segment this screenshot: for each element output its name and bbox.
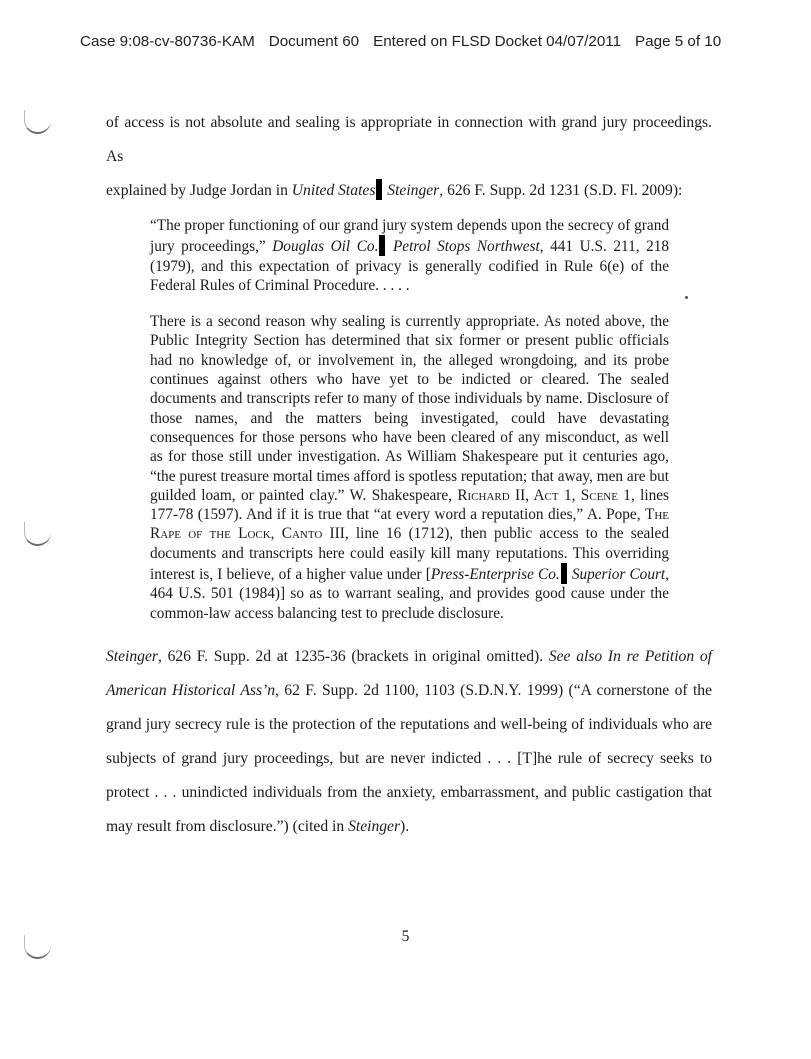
punch-hole-middle: [24, 522, 51, 546]
document-body: [106, 106, 712, 844]
page-count: Page 5 of 10: [635, 33, 722, 50]
punch-hole-top: [24, 110, 51, 134]
docket-header: [80, 33, 780, 50]
intro-paragraph: of access is not absolute and sealing is appropriate in connection with grand jury proceedings. As explained by Judge Jordan in United States Steinger, 626 F. Supp. 2d 1231 (S.D. Fl. 2009):: [106, 114, 712, 199]
closing-paragraph: Steinger, 626 F. Supp. 2d at 1235-36 (brackets in original omitted). See also In re Petition of American Historical Ass’n, 62 F. Supp. 2d 1100, 1103 (S.D.N.Y. 1999) (“A cornerstone of the grand jury secrecy rule is the protection of the reputations and well-being of individuals who are subjects of grand jury proceedings, but are never indicted . . . [T]he rule of secrecy seeks to protect . . . unindicted individuals from the anxiety, embarrassment, and public castigation that may result from disclosure.”) (cited in Steinger).: [106, 647, 712, 835]
redaction-mark: [379, 235, 385, 256]
redaction-mark: [561, 563, 567, 584]
block-quote: [150, 216, 669, 623]
case-number: Case 9:08-cv-80736-KAM: [80, 33, 255, 50]
page-number: 5: [401, 928, 410, 945]
document-number: Document 60: [268, 33, 360, 50]
quote-paragraph-1: “The proper functioning of our grand jury system depends upon the secrecy of grand jury proceedings,” Douglas Oil Co. Petrol Stops Northwest, 441 U.S. 211, 218 (1979), and this expectation of privacy is generally codified in Rule 6(e) of the Federal Rules of Criminal Procedure. . . . .: [150, 217, 670, 294]
redaction-mark: [376, 179, 382, 200]
docket-entry: Entered on FLSD Docket 04/07/2011: [373, 33, 622, 50]
quote-paragraph-2: There is a second reason why sealing is currently appropriate. As noted above, the Public Integrity Section has determined that six former or present public officials had no knowledge of, or involvement in, the alleged wrongdoing, and its probe continues against others who have yet to be indicted or cleared. The sealed documents and transcripts refer to many of those individuals by name. Disclosure of those names, and the matters being investigated, could have devastating consequences for those persons who have been cleared of any misconduct, as well as for those still under investigation. As William Shakespeare put it centuries ago, “the purest treasure mortal times afford is spotless reputation; that away, men are but guilded loam, or painted clay.” W. Shakespeare, Richard II, Act 1, Scene 1, lines 177-78 (1597). And if it is true that “at every word a reputation dies,” A. Pope, The Rape of the Lock, Canto III, line 16 (1712), then public access to the sealed documents and transcripts here could easily kill many reputations. This overriding interest is, I believe, of a higher value under [Press-Enterprise Co. Superior Court, 464 U.S. 501 (1984)] so as to warrant sealing, and provides good cause under the common-law access balancing test to preclude disclosure.: [150, 313, 669, 622]
